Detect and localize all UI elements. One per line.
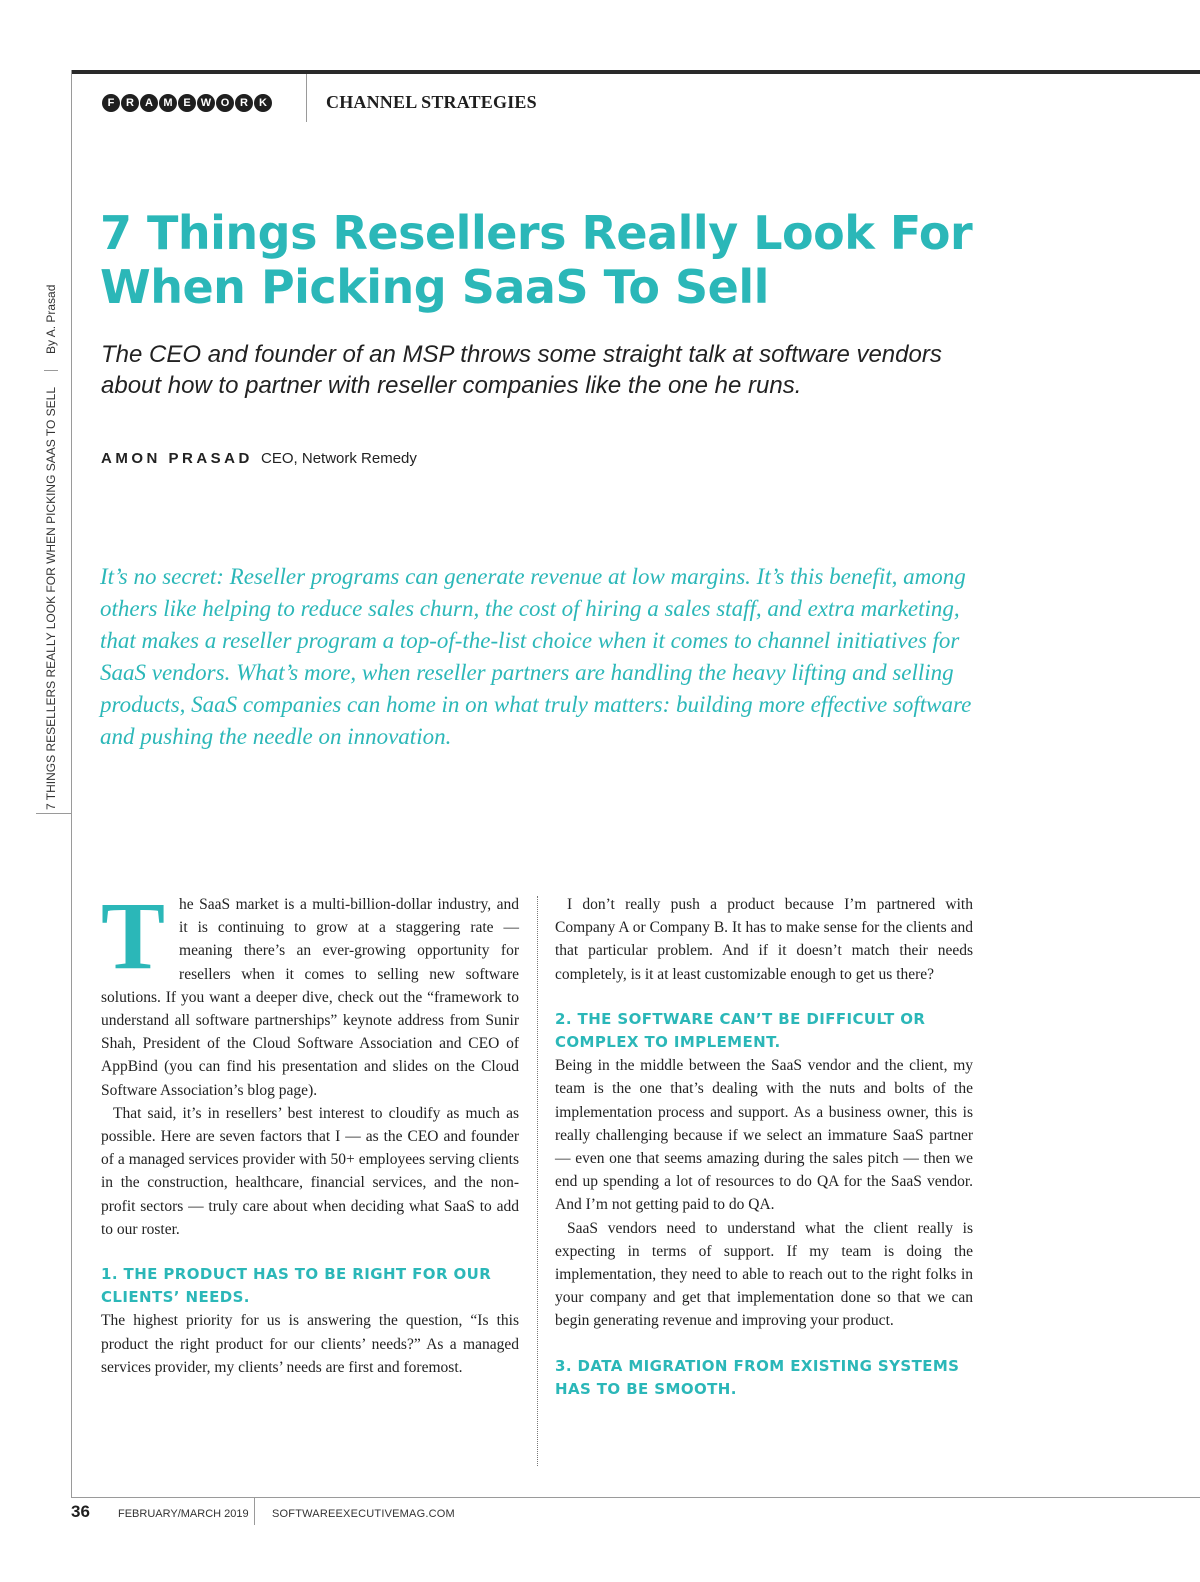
author-role: CEO, Network Remedy — [261, 450, 417, 467]
section-label: CHANNEL STRATEGIES — [326, 92, 537, 112]
author-byline — [101, 450, 417, 467]
left-margin-rule — [71, 70, 72, 1497]
page-number: 36 — [71, 1502, 90, 1521]
framework-letter: W — [197, 94, 215, 112]
body-column-left — [101, 882, 519, 1379]
subhead: 3. DATA MIGRATION FROM EXISTING SYSTEMS HAS TO BE SMOOTH. — [555, 1356, 960, 1398]
framework-badge — [102, 94, 272, 112]
body-paragraph: Being in the middle between the SaaS vendor and the client, my team is the one that’s dealing with the nuts and bolts of the implementation process and support. As a business owner, this is really challenging because if we select an immature SaaS partner — even one that seems amazing during the sales pitch — then we end up spending a lot of resources to do QA for the SaaS vendor. And I’m not getting paid to do QA. — [555, 1057, 973, 1214]
issue-date: FEBRUARY/MARCH 2019 — [118, 1508, 249, 1520]
body-paragraph: he SaaS market is a multi-billion-dollar industry, and it is continuing to grow at a staggering rate — meaning there’s an ever-growing opportunity for resellers when it comes to selling new software solutions. If you want a deeper dive, check out the “framework to understand all software partnerships” keynote address from Sunir Shah, President of the Cloud Software Association and CEO of AppBind (you can find his presentation and slides on the Cloud Software Association’s blog page). — [101, 896, 519, 1099]
header-divider — [306, 74, 307, 122]
body-paragraph: SaaS vendors need to understand what the client really is expecting in terms of support. If my team is doing the implementation, they need to able to reach out to the right folks in your company and get that implementation done so that we can begin generating revenue and improving your product. — [555, 1219, 973, 1330]
subhead: 1. THE PRODUCT HAS TO BE RIGHT FOR OUR CLIENTS’ NEEDS. — [101, 1265, 492, 1307]
sidebar-byline: By A. Prasad — [44, 285, 58, 371]
framework-letter: A — [140, 94, 158, 112]
article-title: 7 Things Resellers Really Look For When Picking SaaS To Sell — [100, 206, 973, 314]
magazine-url: SOFTWAREEXECUTIVEMAG.COM — [272, 1508, 455, 1520]
footer-rule — [71, 1497, 1200, 1498]
article-dek: The CEO and founder of an MSP throws some straight talk at software vendors about how to partner with reseller companies like the one he runs. — [101, 341, 942, 399]
body-paragraph: That said, it’s in resellers’ best interest to cloudify as much as possible. Here are seven factors that I — as the CEO and founder of a managed services provider with 50+ employees serving clients in the construction, healthcare, financial services, and the non-profit sectors — truly care about when deciding what SaaS to add to our roster. — [101, 1104, 519, 1238]
body-paragraph: The highest priority for us is answering the question, “Is this product the right product for our clients’ needs?” As a managed services provider, my clients’ needs are first and foremost. — [101, 1312, 519, 1376]
framework-letter: K — [254, 94, 272, 112]
sidebar-tick — [36, 813, 72, 814]
framework-letter: O — [216, 94, 234, 112]
framework-letter: M — [159, 94, 177, 112]
top-rule — [71, 70, 1200, 74]
body-paragraph: I don’t really push a product because I’m partnered with Company A or Company B. It has to make sense for the clients and that particular problem. And if it doesn’t match their needs completely, is it at least customizable enough to get us there? — [555, 896, 973, 983]
framework-letter: R — [235, 94, 253, 112]
author-name: AMON PRASAD — [101, 450, 253, 467]
column-divider — [537, 896, 538, 1466]
sidebar-title: 7 THINGS RESELLERS REALLY LOOK FOR WHEN PICKING SAAS TO SELL — [44, 386, 58, 810]
drop-cap: T — [101, 882, 166, 989]
footer-divider — [254, 1497, 255, 1525]
running-sidebar — [44, 285, 58, 810]
framework-letter: E — [178, 94, 196, 112]
pull-quote: It’s no secret: Reseller programs can generate revenue at low margins. It’s this benefit, among others like helping to reduce sales churn, the cost of hiring a sales staff, and extra marketing, that makes a reseller program a top-of-the-list choice when it comes to channel initiatives for SaaS vendors. What’s more, when reseller partners are handling the heavy lifting and selling products, SaaS companies can home in on what truly matters: building more effective software and pushing the needle on innovation. — [100, 564, 972, 749]
framework-letter: R — [121, 94, 139, 112]
framework-letter: F — [102, 94, 120, 112]
body-column-right — [555, 893, 973, 1401]
subhead: 2. THE SOFTWARE CAN’T BE DIFFICULT OR COMPLEX TO IMPLEMENT. — [555, 1009, 926, 1052]
